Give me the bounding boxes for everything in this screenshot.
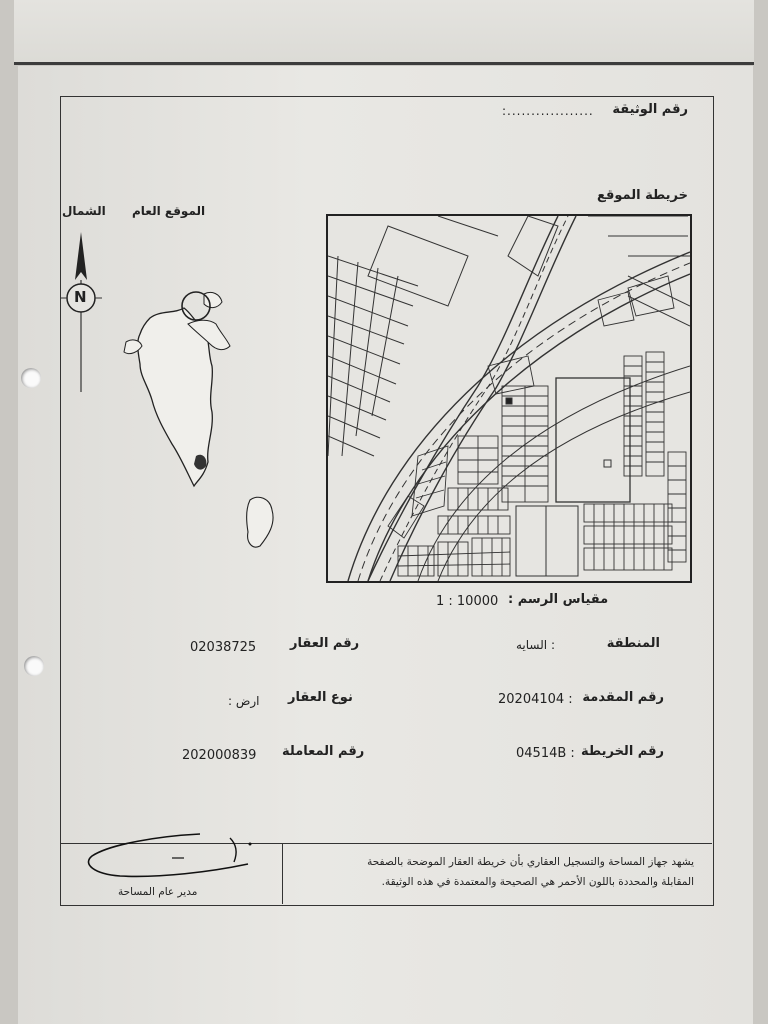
site-map-drawing	[328, 216, 690, 581]
application-number-value: 20204104 :	[498, 692, 573, 707]
property-number-label: رقم العقار	[290, 636, 360, 651]
site-map-title: خريطة الموقع	[596, 188, 688, 203]
property-type-label: نوع العقار	[288, 690, 353, 705]
region-label: المنطقة	[606, 636, 660, 651]
property-number-value: 02038725	[190, 640, 257, 655]
region-value: : السايه	[516, 638, 555, 652]
site-map	[326, 214, 692, 583]
punch-hole-bottom	[24, 656, 44, 676]
map-number-value: 04514B :	[516, 746, 575, 761]
signature	[80, 828, 270, 888]
transaction-number-label: رقم المعاملة	[282, 744, 365, 759]
footer-column-divider	[282, 843, 283, 904]
north-label: الشمال	[62, 204, 106, 218]
signatory-title: مدير عام المساحة	[118, 886, 198, 898]
property-type-value: ارض :	[228, 694, 260, 708]
map-number-label: رقم الخريطة	[581, 744, 664, 759]
previous-page-edge	[14, 0, 754, 65]
scale-value: 1 : 10000	[436, 594, 499, 609]
doc-number-value: :..................	[502, 104, 594, 118]
north-letter: N	[74, 288, 87, 306]
certification-line-2: المقابلة والمحددة باللون الأحمر هي الصحيحة والمعتمدة في هذه الوثيقة.	[381, 876, 694, 888]
transaction-number-value: 202000839	[182, 748, 257, 763]
general-location-label: الموقع العام	[132, 204, 206, 218]
doc-number-label: رقم الوثيقة	[612, 102, 688, 117]
punch-hole-top	[21, 368, 41, 388]
application-number-label: رقم المقدمة	[582, 690, 664, 705]
scale-label: مقياس الرسم :	[508, 592, 609, 607]
certification-line-1: يشهد جهاز المساحة والتسجيل العقاري بأن خريطة العقار الموضحة بالصفحة	[367, 856, 694, 868]
north-arrow-icon	[60, 228, 102, 396]
country-outline-map	[100, 280, 290, 570]
